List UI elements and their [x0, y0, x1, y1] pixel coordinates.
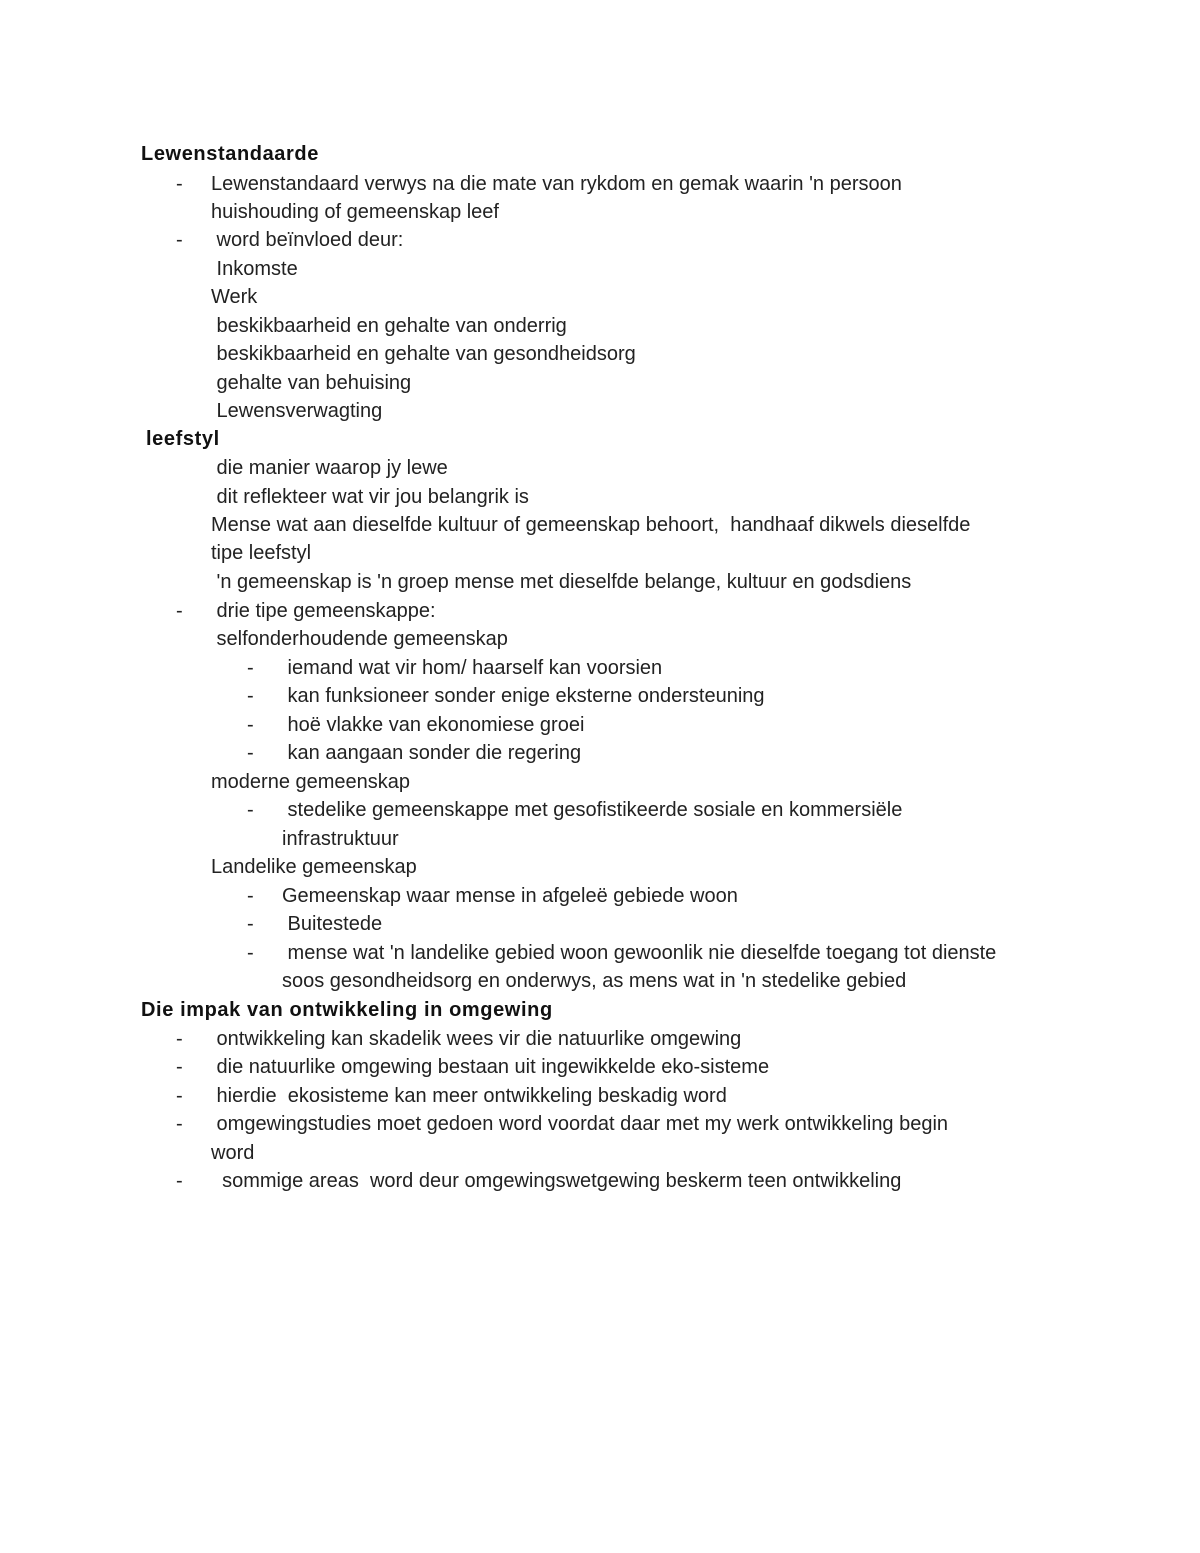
section-heading: Lewenstandaarde — [141, 143, 319, 165]
text-line: Mense wat aan dieselfde kultuur of gemeenskap behoort, handhaaf dikwels dieselfde — [211, 514, 971, 536]
nested-list-item: kan aangaan sonder die regering — [282, 742, 582, 764]
bullet-dash: - — [176, 1028, 183, 1050]
text-line-continuation: tipe leefstyl — [211, 542, 312, 564]
bullet-dash: - — [247, 799, 254, 821]
bullet-dash: - — [176, 600, 183, 622]
bullet-dash: - — [247, 913, 254, 935]
text-line: die manier waarop jy lewe — [211, 457, 448, 479]
bullet-dash: - — [176, 1085, 183, 1107]
bullet-dash: - — [247, 685, 254, 707]
bullet-dash: - — [176, 229, 183, 251]
list-item: Lewenstandaard verwys na die mate van rykdom en gemak waarin 'n persoon — [211, 173, 902, 195]
sub-item: Inkomste — [211, 258, 298, 280]
nested-list-item: hoë vlakke van ekonomiese groei — [282, 714, 585, 736]
nested-list-item-continuation: infrastruktuur — [282, 828, 399, 850]
list-item: hierdie ekosisteme kan meer ontwikkeling beskadig word — [211, 1085, 727, 1107]
nested-list-item: Gemeenskap waar mense in afgeleë gebiede woon — [282, 885, 738, 907]
list-item: drie tipe gemeenskappe: — [211, 600, 436, 622]
bullet-dash: - — [176, 1170, 183, 1192]
sub-item: gehalte van behuising — [211, 372, 412, 394]
list-item-continuation: huishouding of gemeenskap leef — [211, 201, 499, 223]
bullet-dash: - — [247, 885, 254, 907]
sub-item: Lewensverwagting — [211, 400, 383, 422]
bullet-dash: - — [247, 942, 254, 964]
bullet-dash: - — [247, 714, 254, 736]
bullet-dash: - — [176, 173, 183, 195]
list-item: die natuurlike omgewing bestaan uit ingewikkelde eko-sisteme — [211, 1056, 770, 1078]
list-item-continuation: word — [211, 1142, 255, 1164]
nested-list-item: Buitestede — [282, 913, 383, 935]
nested-list-item: kan funksioneer sonder enige eksterne ondersteuning — [282, 685, 765, 707]
bullet-dash: - — [247, 742, 254, 764]
bullet-dash: - — [176, 1056, 183, 1078]
sub-item: beskikbaarheid en gehalte van gesondheidsorg — [211, 343, 636, 365]
text-line: 'n gemeenskap is 'n groep mense met dieselfde belange, kultuur en godsdiens — [211, 571, 912, 593]
section-heading: Die impak van ontwikkeling in omgewing — [141, 999, 553, 1021]
nested-list-item: iemand wat vir hom/ haarself kan voorsien — [282, 657, 663, 679]
list-item: ontwikkeling kan skadelik wees vir die natuurlike omgewing — [211, 1028, 742, 1050]
bullet-dash: - — [176, 1113, 183, 1135]
list-item: sommige areas word deur omgewingswetgewing beskerm teen ontwikkeling — [211, 1170, 902, 1192]
sub-heading: Landelike gemeenskap — [211, 856, 417, 878]
section-heading: leefstyl — [146, 428, 220, 450]
sub-item: beskikbaarheid en gehalte van onderrig — [211, 315, 567, 337]
sub-item: Werk — [211, 286, 258, 308]
nested-list-item: mense wat 'n landelike gebied woon gewoonlik nie dieselfde toegang tot dienste — [282, 942, 997, 964]
list-item: word beïnvloed deur: — [211, 229, 404, 251]
bullet-dash: - — [247, 657, 254, 679]
text-line: dit reflekteer wat vir jou belangrik is — [211, 486, 529, 508]
sub-heading: selfonderhoudende gemeenskap — [211, 628, 508, 650]
nested-list-item-continuation: soos gesondheidsorg en onderwys, as mens wat in 'n stedelike gebied — [282, 970, 907, 992]
sub-heading: moderne gemeenskap — [211, 771, 411, 793]
nested-list-item: stedelike gemeenskappe met gesofistikeerde sosiale en kommersiële — [282, 799, 903, 821]
list-item: omgewingstudies moet gedoen word voordat daar met my werk ontwikkeling begin — [211, 1113, 949, 1135]
